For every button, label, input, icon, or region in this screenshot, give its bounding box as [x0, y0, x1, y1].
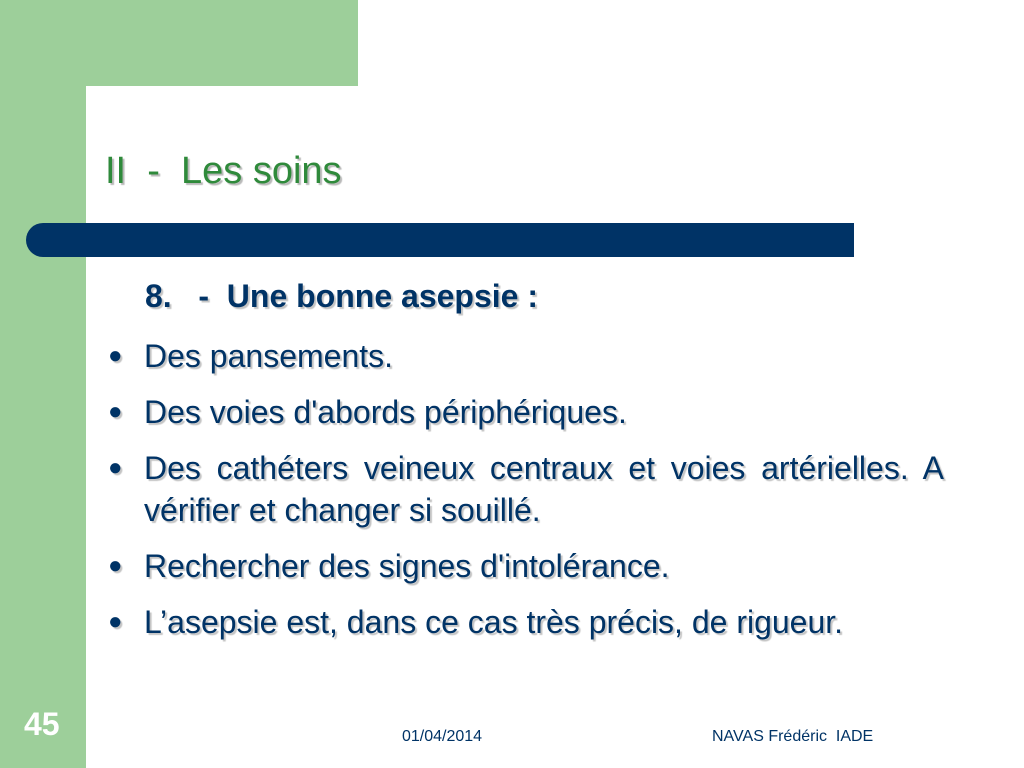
bullet-text: L’asepsie est, dans ce cas très précis, de rigueur. [144, 604, 844, 640]
list-item [108, 447, 944, 531]
list-item [108, 335, 944, 377]
bullet-icon: ● [108, 342, 123, 369]
bullet-text: Des voies d'abords périphériques. [144, 394, 627, 430]
title-underline-bar [26, 223, 854, 257]
bullet-icon: ● [108, 454, 123, 481]
bullet-text: Rechercher des signes d'intolérance. [144, 548, 670, 584]
bullet-text: Des cathéters veineux centraux et voies artérielles. A vérifier et changer si souillé. [144, 450, 944, 528]
left-green-strip [0, 0, 86, 768]
bullet-text: Des pansements. [144, 338, 394, 374]
footer-author: NAVAS Frédéric IADE [712, 728, 874, 745]
section-subheading: 8. - Une bonne asepsie : [145, 278, 538, 314]
bullet-list [108, 335, 944, 657]
footer-date: 01/04/2014 [402, 728, 483, 745]
bullet-icon: ● [108, 608, 123, 635]
list-item [108, 601, 944, 643]
bullet-icon: ● [108, 398, 123, 425]
slide-title: II - Les soins [105, 150, 342, 192]
list-item [108, 391, 944, 433]
list-item [108, 545, 944, 587]
top-green-block [0, 0, 358, 86]
slide-number: 45 [24, 706, 60, 742]
bullet-icon: ● [108, 552, 123, 579]
